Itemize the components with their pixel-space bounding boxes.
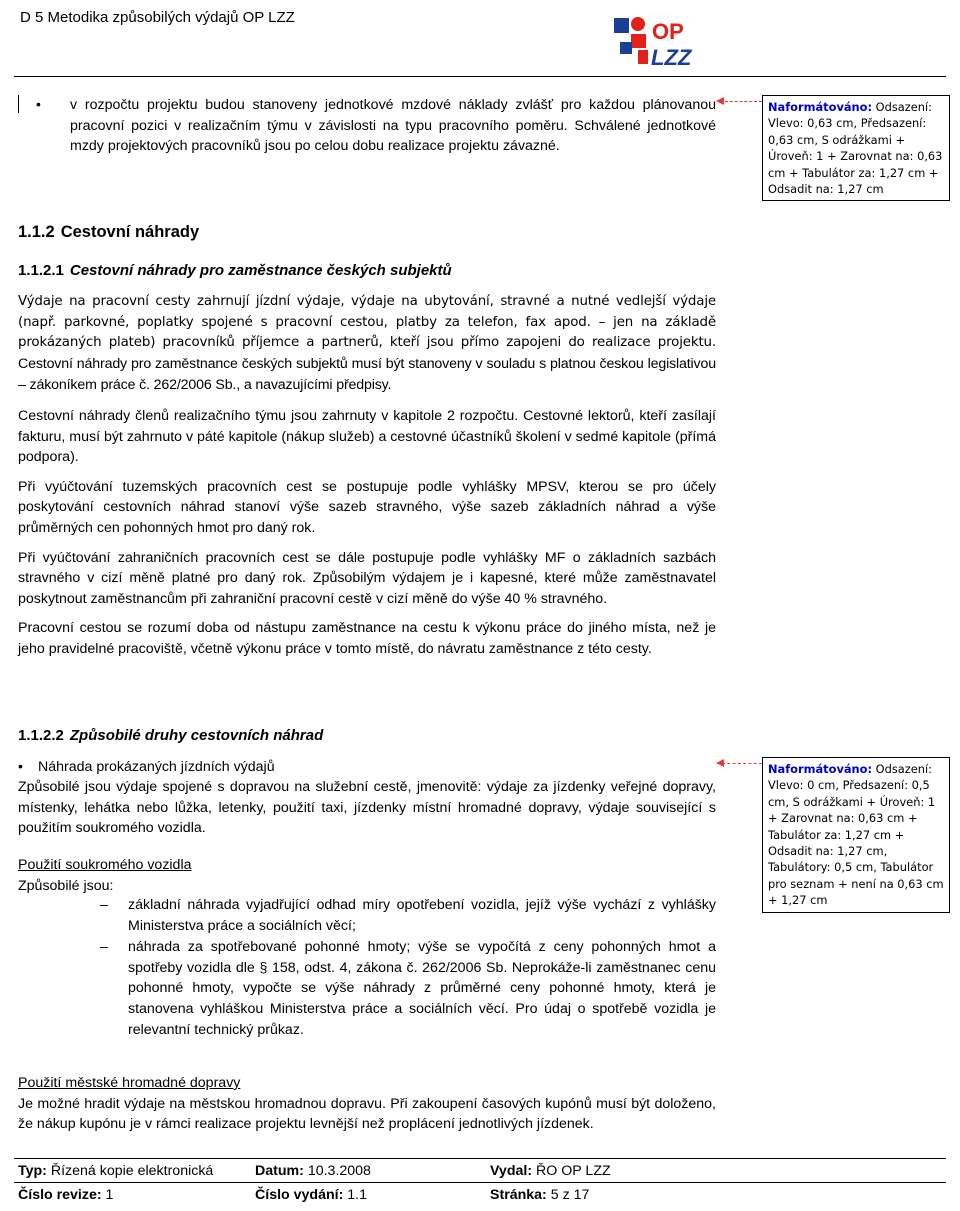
comment-text: Odsazení: Vlevo: 0,63 cm, Předsazení: 0,63 cm, S odrážkami + Úroveň: 1 + Zarovnat na: 0,63 cm + Tabulátor za: 1,27 cm + Odsadit na: 1,27 cm [768,100,943,197]
main-body [18,292,716,669]
comment-arrow-icon [716,759,724,767]
footer-edition: Číslo vydání: 1.1 [255,1187,367,1203]
paragraph: Při vyúčtování zahraničních pracovních cest se dále postupuje podle vyhlášky MF o základních sazbách stravného v cizí měně platné pro daný rok. Způsobilým výdajem je i kapesné, které může zaměstnavatel poskytnout zaměstnancům při zahraniční pracovní cestě v cizí měně do výše 40 % stravného. [18,549,716,607]
subheading-public-transport: Použití městské hromadné dopravy Je možné hradit výdaje na městskou hromadnou dopravu. Při zakoupení časových kupónů musí být doloženo, že nákup kupónu je v rámci realizace projektu levnější než proplácení jednotlivých jízdenek. [18,1075,716,1133]
footer-revision: Číslo revize: 1 [18,1187,114,1203]
paragraph: Výdaje na pracovní cesty zahrnují jízdní výdaje, výdaje na ubytování, stravné a nutné vedlejší výdaje (např. parkovné, poplatky spojené s pracovní cestou, platby za telefon, fax apod. – jen na základě prokázaných plateb) pracovníků příjemce a partnerů, kteří jsou přímo zapojeni do realizace projektu. Cestovní náhrady pro zaměstnance českých subjektů musí být stanoveny v souladu s platnou českou legislativou – zákoníkem práce č. 262/2006 Sb., a navazujícími předpisy. [18,294,716,394]
format-comment-1[interactable] [762,95,950,201]
footer-divider [14,1158,946,1159]
footer-type: Typ: Řízená kopie elektronická [18,1163,214,1179]
list-item: – náhrada za spotřebované pohonné hmoty; výše se vypočítá z ceny pohonných hmot a spotřeby vozidla dle § 158, odst. 4, zákona č. 262/2006 Sb. Neprokáže-li zaměstnanec cenu pohonné hmoty, vypočte se výše náhrady z průměrné ceny pohonné hmoty, která je stanovena vyhláškou Ministerstva práce a sociálních věcí. Pro údaj o spotřebě vozidla je relevantní technický průkaz. [100,939,716,1038]
paragraph: Při vyúčtování tuzemských pracovních cest se postupuje podle vyhlášky MPSV, kterou se pro účely poskytování cestovních náhrad stanoví výše sazeb stravného, výše sazeb základních náhrad a výše průměrných cen pohonných hmot pro daný rok. [18,478,716,536]
comment-text: Odsazení: Vlevo: 0 cm, Předsazení: 0,5 cm, S odrážkami + Úroveň: 1 + Zarovnat na: 0,63 cm + Tabulátor za: 1,27 cm + Odsadit na: 1,27 cm, Tabulátory: 0,5 cm, Tabulátor pro seznam + není na 0,63 cm + 1,27 cm [768,762,944,908]
op-lzz-logo-icon [612,12,696,68]
document-title: D 5 Metodika způsobilých výdajů OP LZZ [20,9,295,26]
footer-issuer: Vydal: ŘO OP LZZ [490,1163,611,1179]
list-item: – základní náhrada vyjadřující odhad míry opotřebení vozidla, jejíž výše vychází z vyhlášky Ministerstva práce a sociálních věcí; [100,897,716,934]
bullet-icon: • [18,758,23,774]
header-divider [14,76,946,77]
section-heading-1-1-2-2: 1.1.2.2 Způsobilé druhy cestovních náhrad [18,727,324,744]
section-heading-1-1-2: 1.1.2 Cestovní náhrady [18,223,200,241]
dash-icon: – [100,939,108,956]
format-comment-2[interactable] [762,757,950,913]
logo-text-lzz: LZZ [651,45,692,68]
bullet-text: Náhrada prokázaných jízdních výdajů [38,759,275,775]
paragraph: Pracovní cestou se rozumí doba od nástupu zaměstnance na cestu k výkonu práce do jiného místa, než je jeho pravidelné pracoviště, včetně výkonu práce v tomto místě, do návratu zaměstnance z této cesty. [18,620,716,657]
subheading-private-vehicle: Použití soukromého vozidla Způsobilé jsou: [18,857,192,894]
paragraph: Cestovní náhrady členů realizačního týmu jsou zahrnuty v kapitole 2 rozpočtu. Cestovné lektorů, kteří zasílají fakturu, musí být zahrnuto v páté kapitole (nákup služeb) a cestovné účastníků školení v sedmé kapitole (přímá podpora). [18,407,716,466]
footer-page: Stránka: 5 z 17 [490,1187,590,1203]
logo-text-op: OP [652,19,684,44]
bullet-icon: • [36,96,41,112]
intro-bullet-text: v rozpočtu projektu budou stanoveny jednotkové mzdové náklady zvlášť pro každou plánovanou pracovní pozici v realizačním týmu v závislosti na typu pracovního poměru. Schválené jednotkové mzdy projektových pracovníků jsou po celou dobu realizace projektu závazné. [70,97,716,155]
comment-label: Naformátováno: [768,762,873,776]
footer-divider [14,1182,946,1183]
comment-connector [720,101,762,102]
dash-icon: – [100,897,108,913]
text-cursor [18,95,19,113]
footer-date: Datum: 10.3.2008 [255,1163,371,1179]
section-heading-1-1-2-1: 1.1.2.1 Cestovní náhrady pro zaměstnance českých subjektů [18,262,452,279]
comment-connector [722,763,762,764]
comment-label: Naformátováno: [768,100,873,114]
dash-list [18,895,716,1040]
paragraph: Způsobilé jsou výdaje spojené s dopravou na služební cestě, jmenovitě: výdaje za jízdenky veřejné dopravy, místenky, lehátka nebo lůžka, letenky, použití taxi, jízdenky místní hromadné dopravy, výdaje související s použitím soukromého vozidla. [18,779,716,837]
comment-arrow-icon [716,97,724,105]
